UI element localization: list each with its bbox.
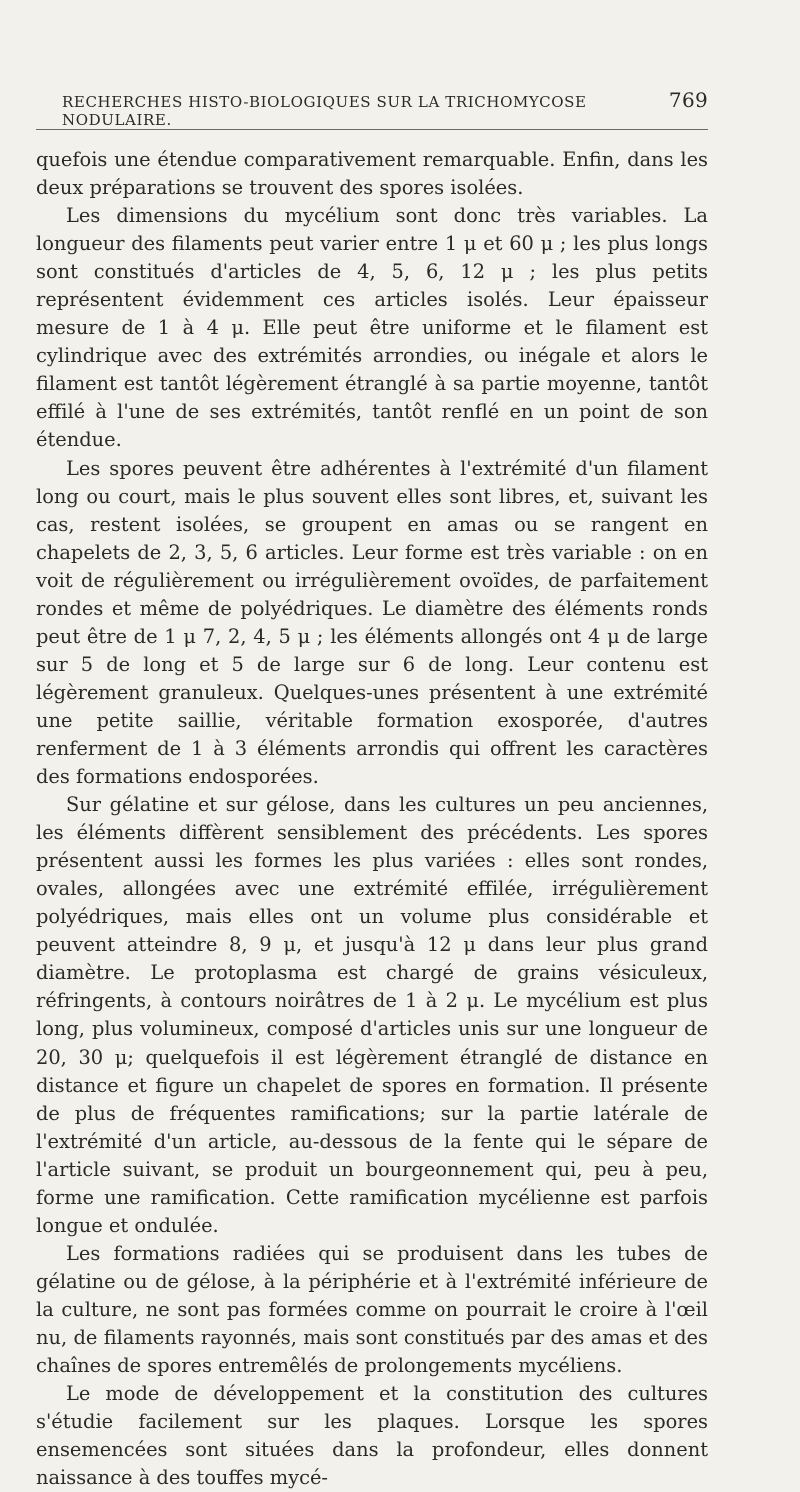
- paragraph-development: Le mode de développement et la constitution des cultures s'étudie facilement sur les plaques. Lorsque les spores ensemencées sont situées dans la profondeur, elles donnent naissance à des touffes mycé-: [36, 1382, 708, 1490]
- page-number: 769: [668, 88, 708, 112]
- running-head: [62, 88, 708, 129]
- paragraph-cultures: Sur gélatine et sur gélose, dans les cultures un peu anciennes, les éléments diffèrent sensiblement des précédents. Les spores présentent aussi les formes les plus variées : elles sont rondes, ovales, allongées avec une extrémité effilée, irrégulièrement polyédriques, mais elles ont un volume plus considérable et peuvent atteindre 8, 9 μ, et jusqu'à 12 μ dans leur plus grand diamètre. Le protoplasma est chargé de grains vésiculeux, réfringents, à contours noirâtres de 1 à 2 μ. Le mycélium est plus long, plus volumineux, composé d'articles unis sur une longueur de 20, 30 μ; quelquefois il est légèrement étranglé de distance en distance et figure un chapelet de spores en formation. Il présente de plus de fréquentes ramifications; sur la partie latérale de l'extrémité d'un article, au-dessous de la fente qui le sépare de l'article suivant, se produit un bourgeonnement qui, peu à peu, forme une ramification. Cette ramification mycélienne est parfois longue et ondulée.: [36, 793, 708, 1237]
- running-title: RECHERCHES HISTO-BIOLOGIQUES SUR LA TRICHOMYCOSE NODULAIRE.: [62, 93, 587, 129]
- paragraph-continuation: quefois une étendue comparativement remarquable. Enfin, dans les deux préparations se trouvent des spores isolées.: [36, 148, 708, 200]
- header-rule: [36, 129, 708, 130]
- body-text: [36, 146, 708, 1492]
- paragraph-radiate-formations: Les formations radiées qui se produisent dans les tubes de gélatine ou de gélose, à la périphérie et à l'extrémité inférieure de la culture, ne sont pas formées comme on pourrait le croire à l'œil nu, de filaments rayonnés, mais sont constitués par des amas et des chaînes de spores entremêlés de prolongements mycéliens.: [36, 1241, 708, 1378]
- paragraph-mycelium-dimensions: Les dimensions du mycélium sont donc très variables. La longueur des filaments peut varier entre 1 μ et 60 μ ; les plus longs sont constitués d'articles de 4, 5, 6, 12 μ ; les plus petits représentent évidemment ces articles isolés. Leur épaisseur mesure de 1 à 4 μ. Elle peut être uniforme et le filament est cylindrique avec des extrémités arrondies, ou inégale et alors le filament est tantôt légèrement étranglé à sa partie moyenne, tantôt effilé à l'une de ses extrémités, tantôt renflé en un point de son étendue.: [36, 204, 708, 452]
- paragraph-spores: Les spores peuvent être adhérentes à l'extrémité d'un filament long ou court, mais le plus souvent elles sont libres, et, suivant les cas, restent isolées, se groupent en amas ou se rangent en chapelets de 2, 3, 5, 6 articles. Leur forme est très variable : on en voit de régulièrement ou irrégulièrement ovoïdes, de parfaitement rondes et même de polyédriques. Le diamètre des éléments ronds peut être de 1 μ 7, 2, 4, 5 μ ; les éléments allongés ont 4 μ de large sur 5 de long et 5 de large sur 6 de long. Leur contenu est légèrement granuleux. Quelques-unes présentent à une extrémité une petite saillie, véritable formation exosporée, d'autres renferment de 1 à 3 éléments arrondis qui offrent les caractères des formations endosporées.: [36, 456, 708, 789]
